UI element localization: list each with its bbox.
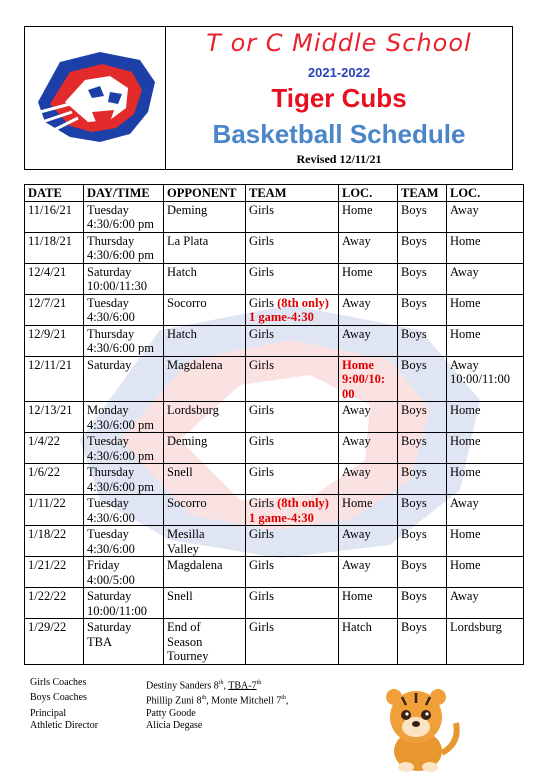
girls-coach-b: TBA-7	[228, 680, 257, 692]
cell-team-boys-text: Boys	[401, 233, 427, 248]
day-text: Thursday	[87, 326, 135, 341]
day-text: Tuesday	[87, 527, 129, 541]
cell-date-text: 12/13/21	[28, 403, 73, 417]
table-row	[25, 526, 524, 557]
cell-loc-boys	[447, 588, 524, 619]
time-text: 4:30/6:00 pm	[87, 248, 155, 262]
team-text: Girls	[249, 403, 274, 417]
team-text: Girls	[249, 264, 274, 279]
cell-loc-boys-text: Away	[450, 202, 479, 217]
cell-opponent	[164, 232, 246, 263]
cell-team-boys	[398, 526, 447, 557]
cell-date	[25, 325, 84, 356]
cell-loc-girls	[339, 619, 398, 665]
time-text: 10:00/11:00	[87, 603, 147, 618]
boys-coaches-row	[30, 692, 288, 707]
cell-opponent-text: Magdalena	[167, 558, 223, 572]
cell-date-text: 1/22/22	[28, 589, 67, 603]
cell-team-girls	[246, 402, 339, 433]
cell-team-girls	[246, 495, 339, 526]
cell-opponent	[164, 557, 246, 588]
team-text: Girls	[249, 434, 274, 448]
table-row	[25, 201, 524, 232]
cell-day-time	[84, 294, 164, 325]
cell-opponent-text: Tourney	[167, 649, 209, 663]
team-text: Girls	[249, 465, 274, 479]
cell-loc-girls	[339, 232, 398, 263]
cell-date	[25, 588, 84, 619]
cell-opponent-text: La Plata	[167, 233, 209, 248]
cell-team-boys-text: Boys	[401, 434, 427, 448]
cell-team-boys	[398, 356, 447, 402]
cell-opponent-text: Season	[167, 634, 203, 649]
team-note-game: 1 game-4:30	[249, 510, 314, 525]
school-name: T or C Middle School	[206, 29, 472, 57]
schedule-title: Basketball Schedule	[212, 119, 466, 149]
loc-text: Home	[342, 202, 373, 217]
cell-opponent-text: Lordsburg	[167, 403, 219, 417]
cell-loc-boys	[447, 356, 524, 402]
coaches-footer	[30, 677, 288, 732]
cell-loc-girls	[339, 325, 398, 356]
table-row	[25, 325, 524, 356]
table-row	[25, 402, 524, 433]
girls-coaches-row	[30, 677, 288, 692]
cell-team-girls	[246, 619, 339, 665]
cell-opponent-text: Snell	[167, 589, 193, 603]
day-text: Thursday	[87, 233, 135, 248]
table-row	[25, 356, 524, 402]
cell-team-boys-text: Boys	[401, 496, 427, 510]
loc-text: Away	[342, 434, 371, 448]
cell-date	[25, 294, 84, 325]
cell-opponent	[164, 588, 246, 619]
cell-opponent	[164, 495, 246, 526]
cell-team-girls	[246, 464, 339, 495]
cell-loc-boys-text: Home	[450, 403, 481, 417]
boys-coach-b-sup: th	[281, 695, 286, 702]
cell-opponent	[164, 433, 246, 464]
col-date: DATE	[25, 185, 84, 202]
team-text: Girls	[249, 326, 274, 341]
athletic-director-row	[30, 720, 288, 732]
cell-loc-boys-text: Home	[450, 233, 481, 248]
cell-team-boys-text: Boys	[401, 295, 427, 310]
cell-loc-girls	[339, 433, 398, 464]
athletic-director-name: Alicia Degase	[146, 719, 203, 731]
cell-day-time	[84, 588, 164, 619]
cell-team-boys-text: Boys	[401, 357, 427, 372]
cell-opponent-text: Valley	[167, 541, 199, 556]
cell-team-boys-text: Boys	[401, 202, 427, 217]
day-text: Friday	[87, 558, 120, 572]
cell-date	[25, 464, 84, 495]
cell-loc-boys-text: Away	[450, 589, 479, 603]
table-row	[25, 588, 524, 619]
time-text: 4:30/6:00	[87, 541, 135, 556]
col-team-boys: TEAM	[398, 185, 447, 202]
principal-row	[30, 708, 288, 720]
team-note: (8th only)	[277, 496, 329, 510]
time-text: 4:30/6:00	[87, 510, 135, 525]
col-opponent: OPPONENT	[164, 185, 246, 202]
header-box	[24, 26, 513, 170]
cell-opponent-text: Mesilla	[167, 527, 205, 541]
cell-date	[25, 201, 84, 232]
day-text: Tuesday	[87, 295, 129, 310]
boys-coaches-label: Boys Coaches	[30, 692, 87, 704]
cell-loc-boys-text: 10:00/11:00	[450, 372, 510, 386]
time-text: 4:30/6:00 pm	[87, 417, 155, 432]
schedule-table	[24, 184, 524, 665]
cell-date-text: 12/7/21	[28, 295, 67, 310]
cell-team-boys	[398, 588, 447, 619]
cell-loc-boys	[447, 232, 524, 263]
cell-loc-girls	[339, 356, 398, 402]
cell-team-boys	[398, 263, 447, 294]
cell-team-boys	[398, 201, 447, 232]
cell-team-boys	[398, 619, 447, 665]
loc-text: Away	[342, 403, 371, 417]
cell-loc-boys-text: Home	[450, 434, 481, 448]
cell-opponent	[164, 464, 246, 495]
cell-loc-girls	[339, 588, 398, 619]
team-note: (8th only)	[277, 295, 329, 310]
team-text: Girls	[249, 620, 274, 634]
cell-opponent-text: Deming	[167, 202, 208, 217]
loc-text: Away	[342, 326, 371, 341]
time-text: 4:30/6:00 pm	[87, 341, 155, 355]
day-text: Saturday	[87, 357, 132, 372]
day-text: Monday	[87, 403, 129, 417]
team-note-game: 1 game-4:30	[249, 310, 314, 324]
cell-opponent	[164, 619, 246, 665]
boys-coach-comma: ,	[285, 695, 289, 707]
cell-date	[25, 495, 84, 526]
team-text: Girls	[249, 295, 274, 310]
cell-team-girls	[246, 356, 339, 402]
cell-date-text: 1/11/22	[28, 496, 66, 510]
cell-date-text: 1/4/22	[28, 434, 60, 448]
cell-loc-boys-text: Away	[450, 357, 479, 372]
title-cell	[166, 27, 512, 169]
day-text: Tuesday	[87, 496, 129, 510]
team-text: Girls	[249, 589, 274, 603]
cell-loc-boys-text: Home	[450, 326, 481, 341]
cell-date	[25, 263, 84, 294]
cell-loc-girls	[339, 201, 398, 232]
loc-text: Away	[342, 295, 371, 310]
cell-opponent	[164, 201, 246, 232]
day-text: Thursday	[87, 465, 135, 479]
cell-day-time	[84, 402, 164, 433]
girls-coach-b-sup: th	[256, 680, 262, 686]
cell-date-text: 11/16/21	[28, 202, 72, 217]
cell-team-boys-text: Boys	[401, 558, 427, 572]
cell-team-girls	[246, 526, 339, 557]
loc-text: Away	[342, 233, 371, 248]
time-text: 4:30/6:00	[87, 310, 135, 324]
time-text: TBA	[87, 634, 112, 649]
principal-label: Principal	[30, 707, 67, 719]
cell-day-time	[84, 464, 164, 495]
cell-date-text: 1/29/22	[28, 620, 67, 634]
team-text: Girls	[249, 233, 274, 248]
cell-team-girls	[246, 433, 339, 464]
loc-text: Home	[342, 496, 373, 510]
col-day-time: DAY/TIME	[84, 185, 164, 202]
boys-coach-a-sup: th	[201, 695, 207, 702]
cell-team-boys	[398, 294, 447, 325]
cell-team-boys-text: Boys	[401, 465, 427, 479]
cell-opponent-text: Hatch	[167, 264, 197, 279]
cell-opponent	[164, 325, 246, 356]
cell-loc-boys-text: Home	[450, 295, 481, 310]
athletic-director-label: Athletic Director	[30, 719, 99, 731]
cell-date	[25, 402, 84, 433]
cell-team-boys	[398, 495, 447, 526]
cell-team-girls	[246, 201, 339, 232]
cell-loc-girls	[339, 464, 398, 495]
girls-coach-a: Destiny Sanders 8	[146, 680, 219, 692]
cell-team-girls	[246, 557, 339, 588]
cell-date	[25, 557, 84, 588]
cell-team-boys-text: Boys	[401, 264, 427, 279]
logo-cell	[25, 27, 166, 169]
loc-text: Away	[342, 465, 371, 479]
cell-opponent-text: Magdalena	[167, 357, 223, 372]
cell-loc-boys	[447, 402, 524, 433]
cell-day-time	[84, 232, 164, 263]
cell-opponent-text: Socorro	[167, 496, 207, 510]
cell-day-time	[84, 433, 164, 464]
boys-coaches-names	[146, 692, 288, 707]
cell-day-time	[84, 356, 164, 402]
cell-team-boys	[398, 464, 447, 495]
day-text: Tuesday	[87, 434, 129, 448]
cell-loc-boys	[447, 201, 524, 232]
girls-coaches-label: Girls Coaches	[30, 677, 87, 688]
cell-loc-boys-text: Away	[450, 264, 479, 279]
cell-loc-boys	[447, 294, 524, 325]
team-text: Girls	[249, 527, 274, 541]
table-row	[25, 464, 524, 495]
day-text: Saturday	[87, 264, 132, 279]
table-row	[25, 619, 524, 665]
cell-loc-boys	[447, 495, 524, 526]
cell-opponent	[164, 402, 246, 433]
cell-date-text: 1/6/22	[28, 465, 60, 479]
time-text: 4:30/6:00 pm	[87, 217, 155, 231]
day-text: Saturday	[87, 620, 132, 634]
time-text: 4:30/6:00 pm	[87, 448, 155, 463]
loc-time-note: 9:00/10:	[342, 372, 386, 386]
table-row	[25, 294, 524, 325]
table-row	[25, 232, 524, 263]
loc-text: Hatch	[342, 620, 372, 634]
cell-date-text: 12/11/21	[28, 357, 72, 372]
cell-team-girls	[246, 263, 339, 294]
table-row	[25, 263, 524, 294]
cell-loc-girls	[339, 402, 398, 433]
cell-date	[25, 526, 84, 557]
cell-loc-boys-text: Lordsburg	[450, 620, 502, 634]
table-header-row	[25, 185, 524, 202]
day-text: Saturday	[87, 589, 132, 603]
cell-date	[25, 356, 84, 402]
cell-opponent-text: End of	[167, 620, 201, 634]
table-row	[25, 433, 524, 464]
cell-opponent	[164, 294, 246, 325]
day-text: Tuesday	[87, 202, 129, 217]
cell-day-time	[84, 557, 164, 588]
cell-team-boys-text: Boys	[401, 326, 427, 341]
cell-opponent-text: Snell	[167, 465, 193, 479]
cell-loc-girls	[339, 526, 398, 557]
cell-date-text: 1/18/22	[28, 527, 67, 541]
cell-loc-boys-text: Away	[450, 496, 479, 510]
cell-loc-girls	[339, 263, 398, 294]
cell-team-boys	[398, 433, 447, 464]
cell-team-boys-text: Boys	[401, 527, 427, 541]
cell-opponent-text: Socorro	[167, 295, 207, 310]
cell-team-boys-text: Boys	[401, 589, 427, 603]
cell-date	[25, 232, 84, 263]
girls-coaches-names: Destiny Sanders 8th, TBA-7th	[146, 680, 262, 692]
cell-team-boys	[398, 402, 447, 433]
loc-text: Away	[342, 558, 371, 572]
cell-team-girls	[246, 325, 339, 356]
cell-opponent-text: Deming	[167, 434, 208, 448]
season-year: 2021-2022	[307, 65, 371, 80]
principal-name: Patty Goode	[146, 707, 196, 719]
cell-opponent-text: Hatch	[167, 326, 197, 341]
col-team-girls: TEAM	[246, 185, 339, 202]
team-name: Tiger Cubs	[271, 83, 407, 113]
cell-loc-boys	[447, 526, 524, 557]
cell-opponent	[164, 526, 246, 557]
cell-loc-boys	[447, 263, 524, 294]
cell-loc-boys	[447, 433, 524, 464]
cell-date	[25, 433, 84, 464]
team-text: Girls	[249, 496, 274, 510]
tiger-cub-mascot-icon	[372, 683, 464, 773]
girls-coach-a-sup: th	[218, 680, 224, 686]
cell-team-boys	[398, 557, 447, 588]
cell-loc-boys	[447, 464, 524, 495]
cell-day-time	[84, 495, 164, 526]
table-row	[25, 495, 524, 526]
cell-date-text: 12/4/21	[28, 264, 67, 279]
team-text: Girls	[249, 558, 274, 572]
loc-time-note-cont: 00	[342, 386, 355, 401]
time-text: 4:00/5:00	[87, 572, 135, 587]
loc-text: Away	[342, 527, 371, 541]
cell-loc-girls	[339, 495, 398, 526]
loc-text: Home	[342, 357, 374, 372]
cell-loc-boys-text: Home	[450, 558, 481, 572]
cell-team-boys-text: Boys	[401, 620, 427, 634]
time-text: 4:30/6:00 pm	[87, 479, 155, 494]
time-text: 10:00/11:30	[87, 279, 147, 293]
cell-date	[25, 619, 84, 665]
cell-opponent	[164, 356, 246, 402]
table-row	[25, 557, 524, 588]
cell-loc-girls	[339, 294, 398, 325]
cell-loc-boys	[447, 325, 524, 356]
cell-day-time	[84, 263, 164, 294]
cell-day-time	[84, 201, 164, 232]
cell-opponent	[164, 263, 246, 294]
cell-loc-boys	[447, 557, 524, 588]
revised-date: Revised 12/11/21	[296, 152, 382, 166]
cell-loc-boys	[447, 619, 524, 665]
cell-day-time	[84, 526, 164, 557]
cell-date-text: 11/18/21	[28, 233, 72, 248]
cell-loc-boys-text: Home	[450, 465, 481, 479]
tiger-head-logo-icon	[30, 42, 160, 152]
cell-team-boys	[398, 232, 447, 263]
loc-text: Home	[342, 264, 373, 279]
team-text: Girls	[249, 202, 274, 217]
cell-team-boys	[398, 325, 447, 356]
cell-date-text: 1/21/22	[28, 558, 67, 572]
cell-team-girls	[246, 294, 339, 325]
cell-loc-girls	[339, 557, 398, 588]
cell-loc-boys-text: Home	[450, 527, 481, 541]
col-loc-girls: LOC.	[339, 185, 398, 202]
team-text: Girls	[249, 357, 274, 372]
col-loc-boys: LOC.	[447, 185, 524, 202]
cell-day-time	[84, 619, 164, 665]
cell-day-time	[84, 325, 164, 356]
boys-coach-b: , Monte Mitchell 7	[206, 695, 282, 707]
cell-team-boys-text: Boys	[401, 403, 427, 417]
loc-text: Home	[342, 589, 373, 603]
cell-team-girls	[246, 232, 339, 263]
cell-date-text: 12/9/21	[28, 326, 67, 341]
cell-team-girls	[246, 588, 339, 619]
boys-coach-a: Phillip Zuni 8	[146, 695, 202, 707]
